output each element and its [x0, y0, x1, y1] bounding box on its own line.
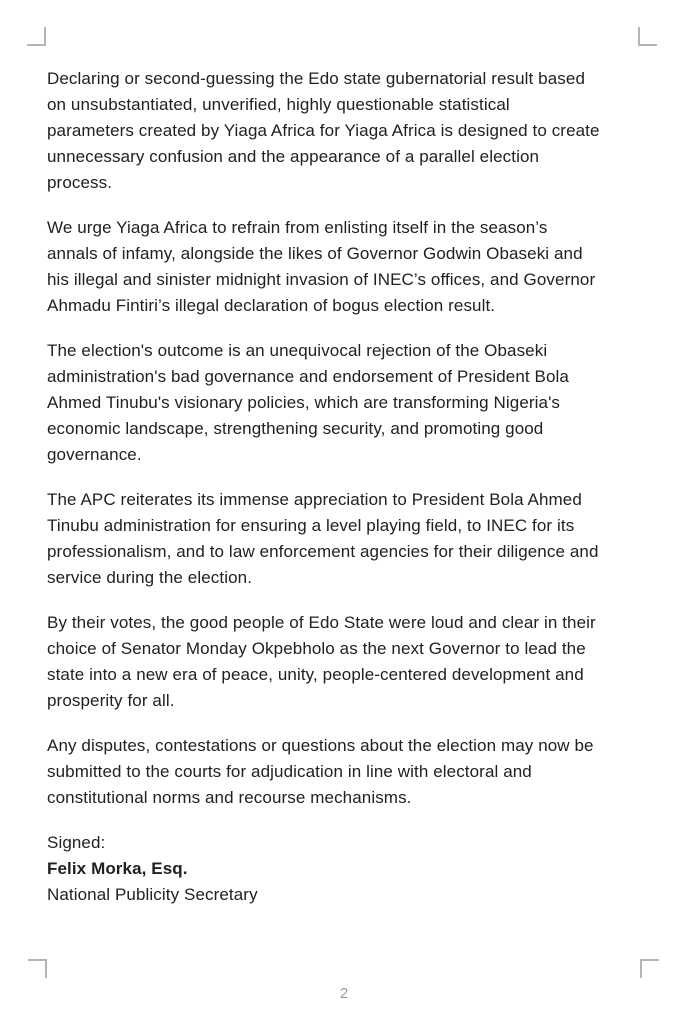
crop-mark-bottom-left-icon — [28, 959, 47, 978]
text-line: Ahmadu Fintiri’s illegal declaration of bogus election result. — [47, 296, 496, 315]
paragraph-3 — [47, 338, 668, 468]
text-line: economic landscape, strengthening security, and promoting good — [47, 419, 544, 438]
paragraph-4 — [47, 487, 668, 591]
text-line: We urge Yiaga Africa to refrain from enlisting itself in the season’s — [47, 218, 548, 237]
text-line: The APC reiterates its immense appreciation to President Bola Ahmed — [47, 490, 582, 509]
text-line: Declaring or second-guessing the Edo state gubernatorial result based — [47, 69, 585, 88]
paragraph-1 — [47, 66, 668, 196]
document-body — [47, 66, 668, 927]
crop-mark-top-right-icon — [638, 27, 657, 46]
text-line: his illegal and sinister midnight invasion of INEC’s offices, and Governor — [47, 270, 596, 289]
crop-mark-bottom-right-icon — [640, 959, 659, 978]
text-line: service during the election. — [47, 568, 253, 587]
text-line: professionalism, and to law enforcement agencies for their diligence and — [47, 542, 599, 561]
text-line: Ahmed Tinubu's visionary policies, which are transforming Nigeria's — [47, 393, 561, 412]
text-line: unnecessary confusion and the appearance of a parallel election — [47, 147, 540, 166]
paragraph-5 — [47, 610, 668, 714]
text-line: process. — [47, 173, 113, 192]
text-line: Tinubu administration for ensuring a level playing field, to INEC for its — [47, 516, 575, 535]
signature-block — [47, 830, 668, 908]
text-line: administration's bad governance and endorsement of President Bola — [47, 367, 569, 386]
text-line: constitutional norms and recourse mechanisms. — [47, 788, 412, 807]
text-line: state into a new era of peace, unity, people-centered development and — [47, 665, 584, 684]
signature-label: Signed: — [47, 833, 106, 852]
text-line: submitted to the courts for adjudication in line with electoral and — [47, 762, 532, 781]
text-line: prosperity for all. — [47, 691, 175, 710]
crop-mark-top-left-icon — [27, 27, 46, 46]
paragraph-2 — [47, 215, 668, 319]
text-line: governance. — [47, 445, 142, 464]
text-line: By their votes, the good people of Edo State were loud and clear in their — [47, 613, 596, 632]
text-line: The election's outcome is an unequivocal rejection of the Obaseki — [47, 341, 548, 360]
text-line: choice of Senator Monday Okpebholo as the next Governor to lead the — [47, 639, 586, 658]
page-number: 2 — [339, 985, 349, 1002]
signature-title: National Publicity Secretary — [47, 885, 258, 904]
signature-name: Felix Morka, Esq. — [47, 859, 188, 878]
text-line: annals of infamy, alongside the likes of Governor Godwin Obaseki and — [47, 244, 583, 263]
text-line: parameters created by Yiaga Africa for Yiaga Africa is designed to create — [47, 121, 600, 140]
paragraph-6 — [47, 733, 668, 811]
text-line: on unsubstantiated, unverified, highly questionable statistical — [47, 95, 510, 114]
text-line: Any disputes, contestations or questions about the election may now be — [47, 736, 594, 755]
